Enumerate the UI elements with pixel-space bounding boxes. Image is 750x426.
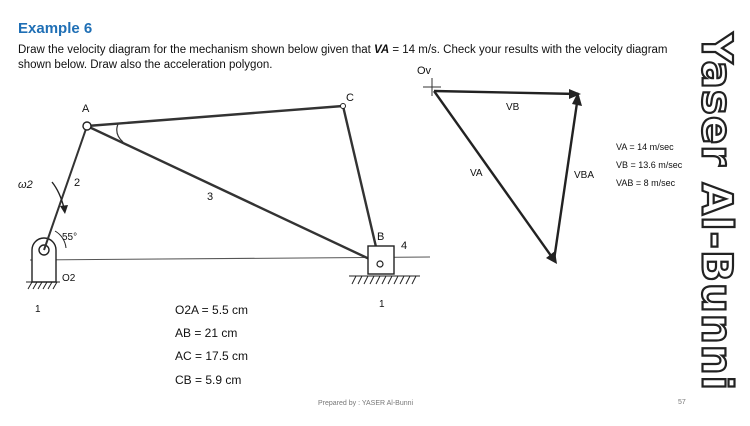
- result-vab: VAB = 8 m/sec: [616, 178, 676, 188]
- problem-statement: Draw the velocity diagram for the mechanism shown below given that VA = 14 m/s. Check your results with the velocity diagram shown below. Draw also the acceleration polygon.: [18, 44, 668, 71]
- dimension-ac: AC = 17.5 cm: [175, 349, 249, 363]
- joint-b: [377, 261, 383, 267]
- vector-va: [434, 91, 554, 260]
- label-angle: 55°: [62, 232, 78, 243]
- link-3-ab: [87, 126, 380, 264]
- result-vb: VB = 13.6 m/sec: [616, 160, 683, 170]
- vector-vb: [434, 91, 578, 94]
- label-ground-left: 1: [35, 304, 41, 315]
- omega-arrowhead: [60, 205, 68, 214]
- dimension-cb: CB = 5.9 cm: [175, 373, 242, 387]
- footer-credit: Prepared by : YASER Al-Bunni: [318, 400, 414, 407]
- result-va: VA = 14 m/sec: [616, 142, 674, 152]
- label-vba: VBA: [574, 170, 595, 181]
- label-omega: ω2: [18, 179, 33, 191]
- label-vb: VB: [506, 102, 520, 113]
- label-o2: O2: [62, 273, 76, 284]
- slider-ground: [349, 276, 420, 284]
- label-link-3: 3: [207, 191, 214, 203]
- joint-a: [83, 122, 91, 130]
- author-banner-text: Yaser Al-Bunni: [692, 32, 742, 392]
- joint-c: [341, 104, 346, 109]
- side-banner: [684, 2, 750, 422]
- label-link-4: 4: [401, 240, 408, 252]
- slider-block: [368, 246, 394, 274]
- dimension-o2a: O2A = 5.5 cm: [175, 303, 249, 317]
- example-title: Example 6: [18, 20, 93, 37]
- label-c: C: [346, 92, 354, 104]
- link-3-cb: [343, 106, 380, 264]
- label-ov: Ov: [417, 65, 432, 77]
- label-b: B: [377, 231, 385, 243]
- dimension-ab: AB = 21 cm: [175, 326, 238, 340]
- label-link-2: 2: [74, 177, 81, 189]
- velocity-diagram: [423, 78, 582, 264]
- pivot-o2-ground: [26, 282, 60, 289]
- page-number: 57: [678, 399, 686, 406]
- label-ground-right: 1: [379, 299, 385, 310]
- link-3-ac: [87, 106, 343, 126]
- label-a: A: [82, 103, 90, 115]
- label-va: VA: [470, 168, 483, 179]
